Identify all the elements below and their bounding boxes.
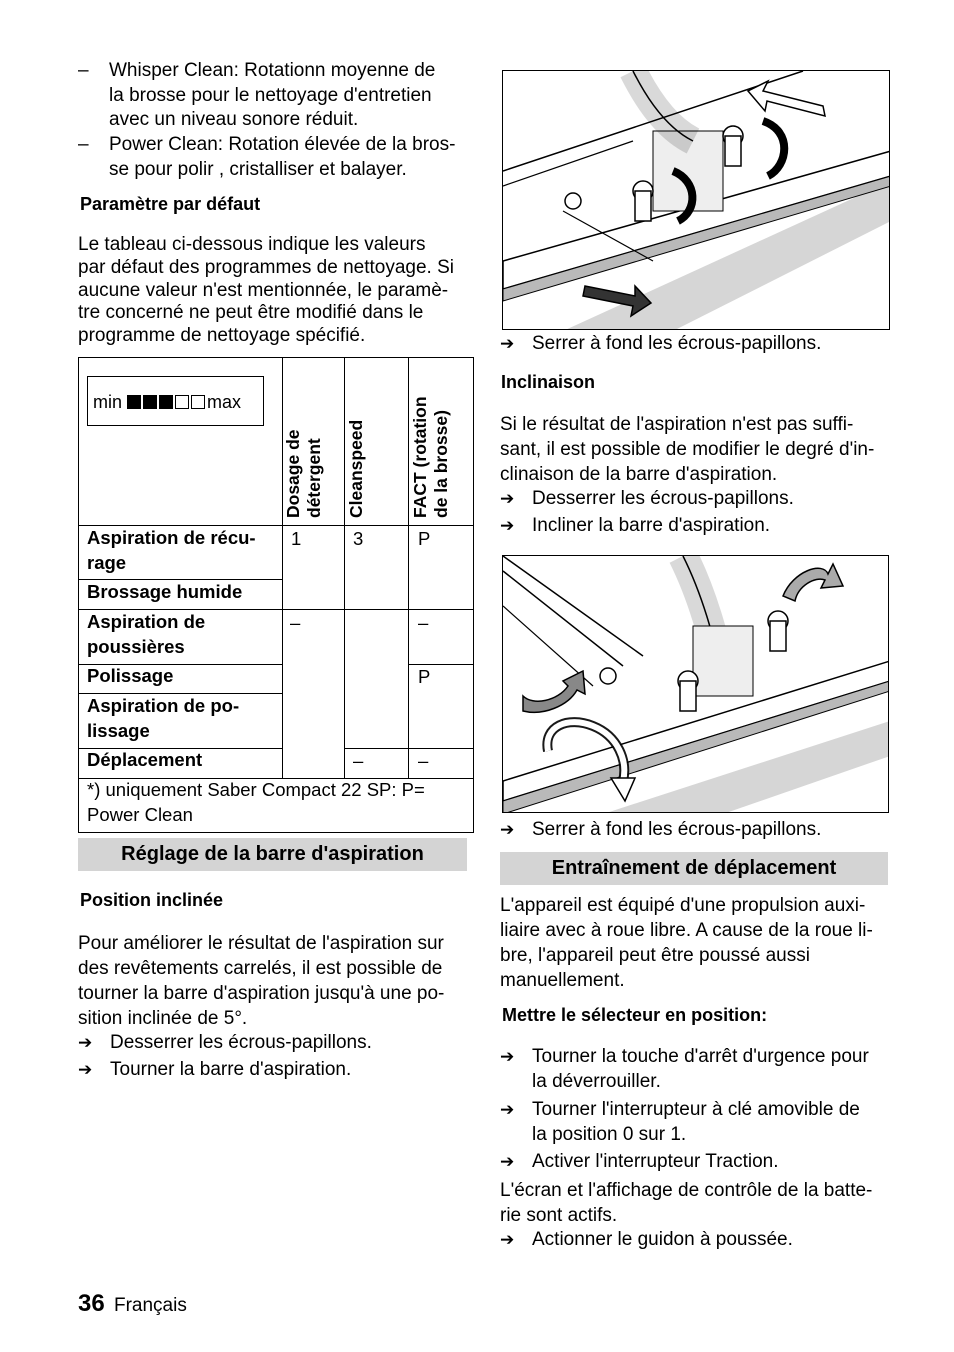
arrow-icon: ➔ bbox=[78, 1060, 93, 1079]
position-heading: Position inclinée bbox=[80, 890, 224, 910]
step-text: Actionner le guidon à poussée. bbox=[532, 1229, 793, 1250]
page-number: 36 bbox=[78, 1290, 105, 1317]
arrow-icon: ➔ bbox=[500, 820, 515, 839]
paragraph-line: L'appareil est équipé d'une propulsion auxi- bbox=[500, 895, 866, 916]
col-header-cleanspeed bbox=[346, 420, 367, 518]
squeegee-incline-illustration bbox=[503, 556, 889, 813]
row-label-aspiration-recurage bbox=[87, 526, 256, 575]
legend-square-filled bbox=[159, 395, 173, 409]
table-footnote bbox=[87, 778, 425, 827]
squeegee-rotation-illustration bbox=[503, 71, 890, 330]
bullet-line: avec un niveau sonore réduit. bbox=[109, 109, 359, 130]
position-paragraph bbox=[78, 931, 478, 1031]
step-text: Tourner la touche d'arrêt d'urgence pour bbox=[532, 1046, 869, 1067]
row-label-line: Aspiration de récu- bbox=[87, 527, 256, 548]
step-serrer-2 bbox=[500, 818, 821, 843]
paragraph-line: tre concerné ne peut être modifié dans le bbox=[78, 302, 424, 324]
paragraph-line: rie sont actifs. bbox=[500, 1205, 618, 1226]
paragraph-line: liaire avec à roue libre. A cause de la roue li- bbox=[500, 920, 873, 941]
bullet-whisper-clean bbox=[78, 59, 478, 133]
col-header-line: Cleanspeed bbox=[346, 419, 366, 518]
arrow-icon: ➔ bbox=[500, 1152, 515, 1171]
step-text: Desserrer les écrous-papillons. bbox=[110, 1032, 372, 1053]
step-text: Incliner la barre d'aspiration. bbox=[532, 515, 771, 536]
arrow-icon: ➔ bbox=[78, 1033, 93, 1052]
legend-max-label: max bbox=[207, 392, 242, 412]
cell-fact-value: – bbox=[418, 612, 429, 633]
cell-cleanspeed-value: 3 bbox=[353, 528, 364, 549]
col-header-dosage bbox=[283, 430, 325, 519]
step-text: Serrer à fond les écrous-papillons. bbox=[532, 819, 822, 840]
arrow-icon: ➔ bbox=[500, 1230, 515, 1249]
row-label-line: Aspiration de bbox=[87, 611, 206, 632]
arrow-icon: ➔ bbox=[500, 1100, 515, 1119]
paragraph-line: aucune valeur n'est mentionnée, le paramè- bbox=[78, 279, 449, 301]
row-label-line: rage bbox=[87, 551, 127, 573]
cell-fact-value: – bbox=[418, 750, 429, 771]
step-desserrer bbox=[78, 1031, 372, 1056]
row-label-line: Déplacement bbox=[87, 749, 203, 770]
row-label-aspiration-poussieres bbox=[87, 610, 205, 659]
section-title-barre-aspiration: Réglage de la barre d'aspiration bbox=[78, 838, 467, 871]
bullet-power-clean bbox=[78, 133, 478, 182]
paragraph-line: Le tableau ci-dessous indique les valeurs bbox=[78, 234, 426, 255]
paragraph-line: L'écran et l'affichage de contrôle de la batte- bbox=[500, 1180, 873, 1201]
cell-fact-value: P bbox=[418, 666, 431, 687]
arrow-icon: ➔ bbox=[500, 334, 515, 353]
step-serrer-1 bbox=[500, 332, 821, 357]
step-text: Desserrer les écrous-papillons. bbox=[532, 488, 794, 509]
col-header-fact bbox=[410, 396, 452, 518]
col-header-line: Dosage de bbox=[283, 429, 303, 518]
intensity-legend bbox=[87, 376, 264, 426]
default-heading: Paramètre par défaut bbox=[80, 194, 261, 214]
col-header-line: de la brosse) bbox=[431, 410, 451, 518]
paragraph-line: sition inclinée de 5°. bbox=[78, 1008, 248, 1029]
step-interrupteur-cle bbox=[500, 1098, 860, 1147]
step-arret-urgence bbox=[500, 1045, 869, 1094]
bullet-line: Power Clean: Rotation élevée de la bros- bbox=[109, 134, 456, 155]
step-text: Activer l'interrupteur Traction. bbox=[532, 1151, 779, 1172]
legend-min-label: min bbox=[93, 392, 123, 412]
paragraph-line: clinaison de la barre d'aspiration. bbox=[500, 464, 778, 485]
cell-dosage-value: – bbox=[290, 612, 301, 633]
bullet-line: la brosse pour le nettoyage d'entretien bbox=[109, 84, 432, 106]
row-label-deplacement bbox=[87, 748, 202, 773]
selector-heading: Mettre le sélecteur en position: bbox=[502, 1005, 768, 1025]
legend-square-empty bbox=[175, 395, 189, 409]
figure-rotate-squeegee bbox=[502, 70, 890, 330]
legend-square-filled bbox=[143, 395, 157, 409]
dash-marker: – bbox=[78, 134, 89, 155]
paragraph-line: manuellement. bbox=[500, 970, 625, 991]
cell-cleanspeed-value: – bbox=[353, 750, 364, 771]
cell-dosage-value: 1 bbox=[291, 528, 302, 549]
bullet-line: se pour polir , cristalliser et balayer. bbox=[109, 158, 407, 180]
section-title-entrainement: Entraînement de déplacement bbox=[500, 852, 888, 885]
paragraph-line: des revêtements carrelés, il est possible de bbox=[78, 958, 443, 979]
step-desserrer-2 bbox=[500, 487, 794, 512]
arrow-icon: ➔ bbox=[500, 489, 515, 508]
legend-square-empty bbox=[191, 395, 205, 409]
display-paragraph bbox=[500, 1178, 900, 1228]
arrow-icon: ➔ bbox=[500, 1047, 515, 1066]
paragraph-line: par défaut des programmes de nettoyage. Si bbox=[78, 256, 455, 278]
row-label-line: Polissage bbox=[87, 665, 174, 686]
paragraph-line: bre, l'appareil peut être poussé aussi bbox=[500, 945, 810, 966]
page-footer bbox=[78, 1292, 187, 1319]
figure-incline-squeegee bbox=[502, 555, 889, 813]
cell-fact-value: P bbox=[418, 528, 431, 549]
footer-language: Français bbox=[113, 1295, 187, 1316]
paragraph-line: tourner la barre d'aspiration jusqu'à une po- bbox=[78, 983, 445, 1004]
step-text: la déverrouiller. bbox=[532, 1070, 661, 1092]
step-text: Serrer à fond les écrous-papillons. bbox=[532, 333, 822, 354]
bullet-line: Whisper Clean: Rotationn moyenne de bbox=[109, 60, 436, 81]
legend-square-filled bbox=[127, 395, 141, 409]
footnote-line: Power Clean bbox=[87, 803, 193, 825]
step-text: Tourner la barre d'aspiration. bbox=[110, 1059, 352, 1080]
paragraph-line: Pour améliorer le résultat de l'aspiration sur bbox=[78, 933, 444, 954]
paragraph-line: sant, il est possible de modifier le degré d'in- bbox=[500, 439, 875, 460]
row-label-polissage bbox=[87, 664, 173, 689]
step-guidon bbox=[500, 1228, 793, 1253]
incline-paragraph bbox=[500, 412, 900, 487]
default-paragraph bbox=[78, 234, 478, 348]
paragraph-line: Si le résultat de l'aspiration n'est pas suffi- bbox=[500, 414, 854, 435]
step-text: Tourner l'interrupteur à clé amovible de bbox=[532, 1099, 860, 1120]
col-header-line: détergent bbox=[304, 438, 324, 518]
row-label-line: Brossage humide bbox=[87, 581, 243, 602]
step-incliner bbox=[500, 514, 770, 539]
incline-heading: Inclinaison bbox=[501, 372, 596, 392]
row-label-line: poussières bbox=[87, 635, 185, 657]
step-traction bbox=[500, 1150, 779, 1175]
step-tourner bbox=[78, 1058, 351, 1083]
step-text: la position 0 sur 1. bbox=[532, 1123, 687, 1145]
legend-squares bbox=[127, 392, 207, 412]
row-label-line: Aspiration de po- bbox=[87, 695, 240, 716]
col-header-line: FACT (rotation bbox=[410, 396, 430, 518]
row-label-aspiration-polissage bbox=[87, 694, 239, 743]
drive-paragraph bbox=[500, 893, 900, 993]
row-label-brossage-humide bbox=[87, 580, 242, 605]
footnote-line: *) uniquement Saber Compact 22 SP: P= bbox=[87, 779, 425, 800]
arrow-icon: ➔ bbox=[500, 516, 515, 535]
paragraph-line: programme de nettoyage spécifié. bbox=[78, 325, 366, 347]
dash-marker: – bbox=[78, 60, 89, 81]
row-label-line: lissage bbox=[87, 719, 150, 741]
